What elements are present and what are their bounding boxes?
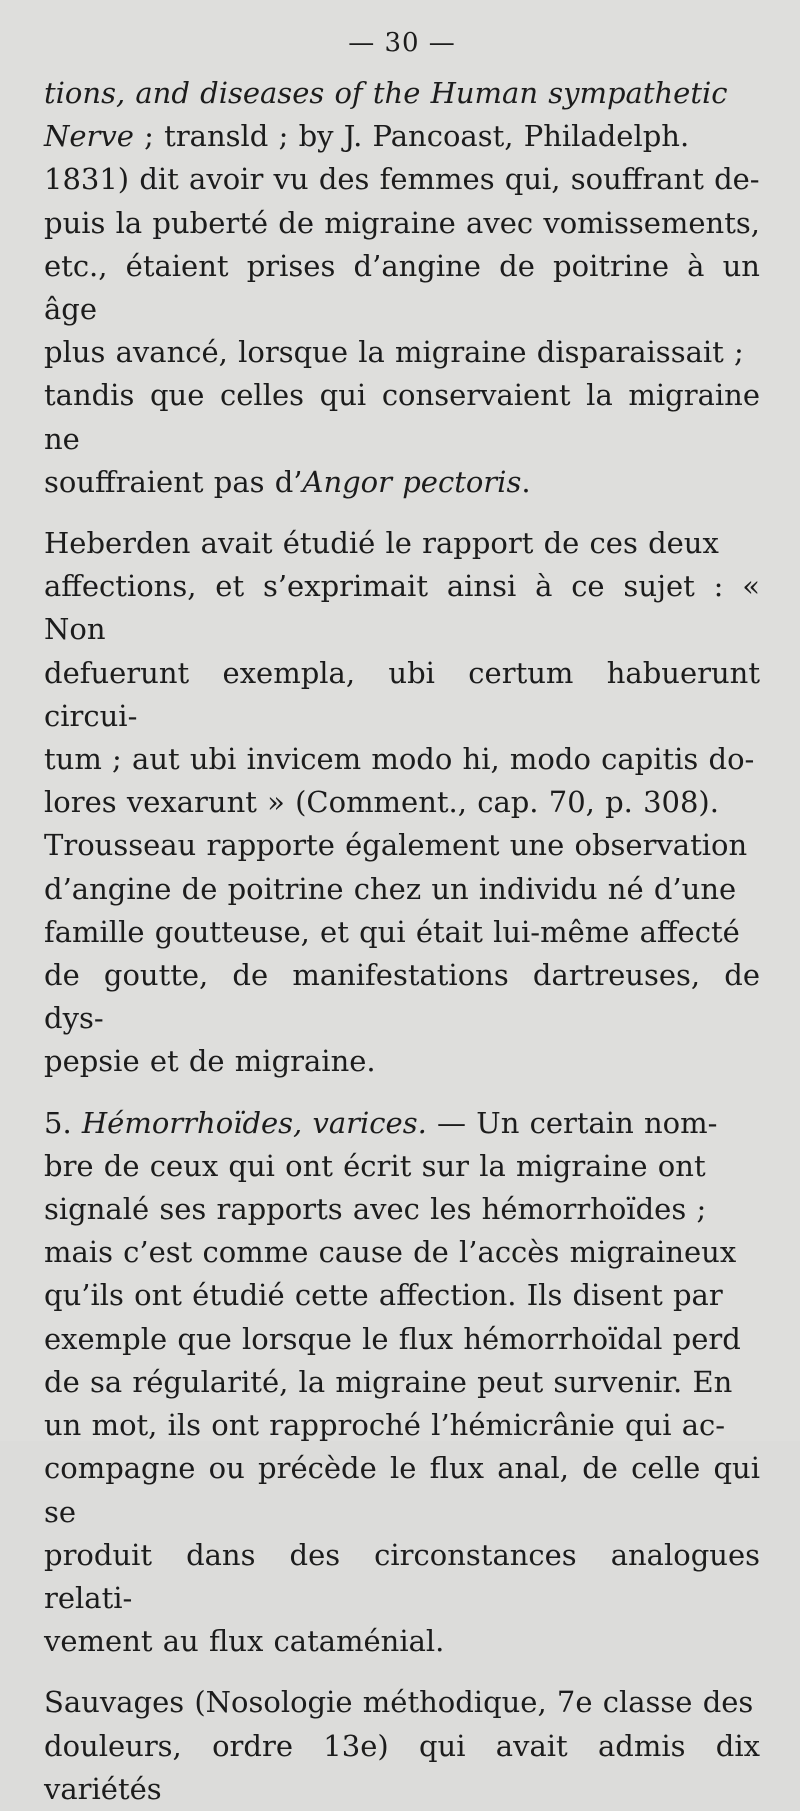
text-run: produit dans des circonstances analogues relati-: [44, 1537, 760, 1615]
text-line: [44, 1040, 760, 1083]
text-line: [44, 202, 760, 245]
text-run: de goutte, de manifestations dartreuses, de dys-: [44, 958, 760, 1036]
text-run: puis la puberté de migraine avec vomissements,: [44, 205, 760, 240]
text-line: [44, 1318, 760, 1361]
text-run: mais c’est comme cause de l’accès migraineux: [44, 1235, 737, 1270]
text-line: [44, 115, 760, 158]
text-run: douleurs, ordre 13e) qui avait admis dix variétés: [44, 1728, 760, 1806]
text-run: plus avancé, lorsque la migraine disparaissait ;: [44, 335, 744, 370]
text-line: [44, 374, 760, 460]
text-line: [44, 331, 760, 374]
text-run: souffraient pas d’: [44, 464, 303, 499]
italic-text: tions, and diseases of the Human sympathetic: [44, 76, 728, 110]
text-line: [44, 1534, 760, 1620]
text-line: [44, 1231, 760, 1274]
text-line: [44, 1725, 760, 1811]
text-run: exemple que lorsque le flux hémorrhoïdal perd: [44, 1321, 741, 1356]
paragraph-p2: [44, 522, 760, 1084]
text-run: de sa régularité, la migraine peut survenir. En: [44, 1364, 733, 1399]
text-run: defuerunt exempla, ubi certum habuerunt circui-: [44, 655, 760, 733]
text-run: tum ; aut ubi invicem modo hi, modo capitis do-: [44, 742, 755, 777]
text-run: Trousseau rapporte également une observation: [44, 828, 748, 863]
text-run: lores vexarunt » (Comment., cap. 70, p. 308).: [44, 785, 719, 820]
page-number: — 30 —: [348, 28, 456, 58]
paragraph-p4: [44, 1681, 760, 1811]
paragraph-p1: [44, 72, 760, 504]
text-run: compagne ou précède le flux anal, de celle qui se: [44, 1451, 760, 1529]
text-line: [44, 1145, 760, 1188]
text-run: famille goutteuse, et qui était lui-même affecté: [44, 914, 740, 949]
text-line: [44, 461, 760, 504]
text-run: signalé ses rapports avec les hémorrhoïdes ;: [44, 1192, 707, 1227]
text-line: [44, 652, 760, 738]
paragraph-p3: [44, 1102, 760, 1664]
text-run: 1831) dit avoir vu des femmes qui, souffrant de-: [44, 162, 760, 197]
italic-text: Angor pectoris: [302, 464, 522, 499]
text-run: affections, et s’exprimait ainsi à ce sujet : « Non: [44, 569, 760, 647]
text-run: vement au flux cataménial.: [44, 1624, 445, 1659]
text-line: [44, 824, 760, 867]
body-text: [44, 72, 760, 1811]
text-line: [44, 1447, 760, 1533]
text-line: [44, 781, 760, 824]
text-line: [44, 565, 760, 651]
text-run: Sauvages (Nosologie méthodique, 7e classe des: [44, 1685, 754, 1720]
text-run: un mot, ils ont rapproché l’hémicrânie qui ac-: [44, 1408, 726, 1443]
text-line: [44, 1361, 760, 1404]
text-run: ; transld ; by J. Pancoast, Philadelph.: [133, 119, 690, 154]
text-line: [44, 738, 760, 781]
text-run: d’angine de poitrine chez un individu né d’une: [44, 871, 737, 906]
italic-text: Hémorrhoïdes, varices.: [81, 1105, 427, 1140]
text-run: etc., étaient prises d’angine de poitrine à un âge: [44, 248, 760, 327]
text-run: tandis que celles qui conservaient la migraine ne: [44, 378, 760, 456]
text-line: [44, 1102, 760, 1145]
text-run: pepsie et de migraine.: [44, 1044, 376, 1079]
text-line: [44, 911, 760, 954]
text-line: [44, 1681, 760, 1724]
text-run: qu’ils ont étudié cette affection. Ils disent par: [44, 1278, 723, 1313]
text-line: [44, 1188, 760, 1231]
italic-text: Nerve: [44, 119, 134, 154]
text-line: [44, 158, 760, 201]
text-run: bre de ceux qui ont écrit sur la migraine ont: [44, 1148, 706, 1183]
text-line: [44, 72, 760, 115]
text-line: [44, 522, 760, 565]
text-run: — Un certain nom-: [426, 1105, 718, 1140]
text-line: [44, 245, 760, 331]
text-line: [44, 868, 760, 911]
text-line: [44, 1620, 760, 1663]
text-run: .: [521, 464, 531, 499]
text-run: 5.: [44, 1105, 82, 1140]
text-run: Heberden avait étudié le rapport de ces deux: [44, 526, 719, 561]
text-line: [44, 954, 760, 1040]
text-line: [44, 1274, 760, 1317]
